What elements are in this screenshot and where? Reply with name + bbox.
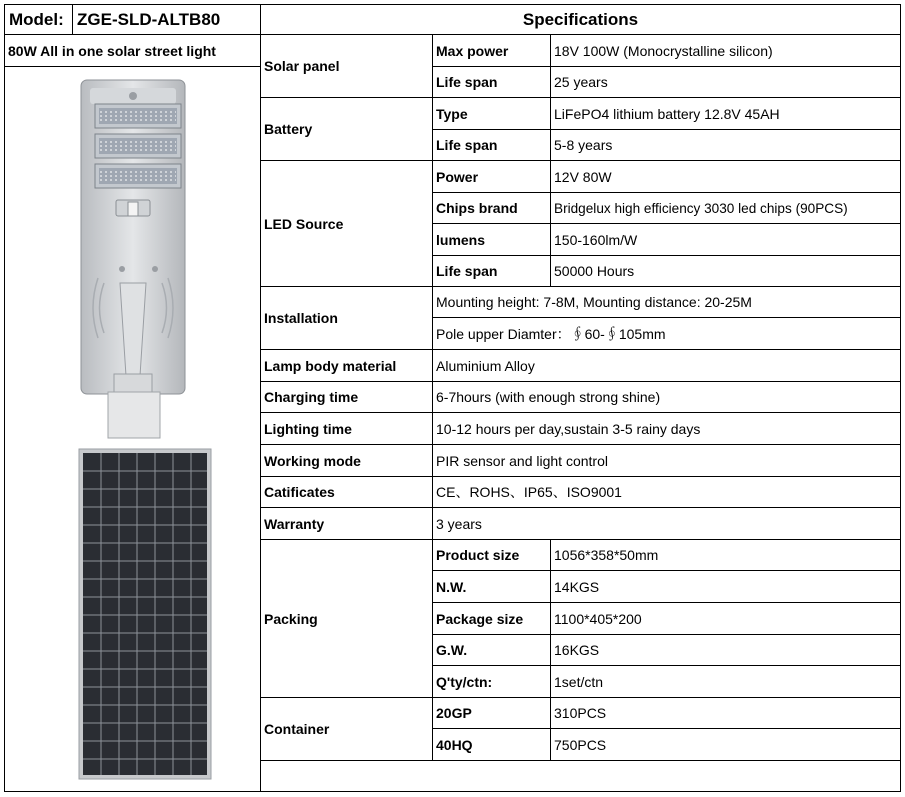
spec-key: Product size [436, 547, 520, 563]
spec-key: Max power [436, 42, 509, 59]
spec-key: Life span [436, 74, 498, 90]
spec-key: N.W. [436, 578, 467, 595]
packing-label: Packing [264, 610, 318, 627]
led-source-label: LED Source [264, 215, 344, 232]
spec-key: Package size [436, 610, 524, 627]
container-label: Container [264, 721, 330, 737]
model-value: ZGE-SLD-ALTB80 [77, 9, 221, 29]
spec-value: 25 years [554, 74, 608, 90]
spec-key: Life span [436, 263, 498, 279]
solar-panel-image [78, 448, 212, 780]
spec-value: 50000 Hours [554, 263, 635, 279]
charging-time-value: 6-7hours (with enough strong shine) [436, 389, 661, 405]
product-name: 80W All in one solar street light [8, 42, 216, 59]
spec-value: 12V 80W [554, 168, 612, 185]
lamp-body-material-label: Lamp body material [264, 357, 397, 374]
spec-key: G.W. [436, 642, 468, 658]
battery-label: Battery [264, 121, 313, 137]
catificates-label: Catificates [264, 484, 335, 500]
lamp-body-material-value: Aluminium Alloy [436, 357, 535, 374]
solar-panel-label: Solar panel [264, 58, 340, 74]
charging-time-label: Charging time [264, 389, 359, 405]
spec-key: Chips brand [436, 200, 518, 216]
warranty-value: 3 years [436, 515, 482, 532]
spec-key: 20GP [436, 705, 472, 721]
specifications-title: Specifications [522, 9, 639, 29]
street-light-lamp-image [78, 78, 188, 442]
lighting-time-label: Lighting time [264, 420, 352, 437]
spec-key: Type [436, 105, 468, 122]
working-mode-label: Working mode [264, 452, 361, 469]
spec-value: 16KGS [554, 642, 600, 658]
spec-key: Life span [436, 137, 498, 153]
spec-value: 1100*405*200 [554, 610, 642, 627]
working-mode-value: PIR sensor and light control [436, 452, 608, 469]
spec-value: 310PCS [554, 705, 607, 721]
spec-value: 5-8 years [554, 137, 613, 153]
model-label: Model: [9, 9, 64, 29]
warranty-label: Warranty [264, 515, 325, 532]
spec-value: 150-160lm/W [554, 231, 638, 248]
spec-key: Power [436, 168, 479, 185]
spec-value: 1set/ctn [554, 673, 604, 690]
spec-value: 1056*358*50mm [554, 547, 659, 563]
spec-key: Q'ty/ctn: [436, 673, 493, 690]
spec-value: 18V 100W (Monocrystalline silicon) [554, 42, 773, 59]
installation-height: Mounting height: 7-8M, Mounting distance: 20-25M [436, 294, 752, 310]
installation-pole-diameter: Pole upper Diamter：∮60-∮105mm [436, 325, 666, 342]
spec-key: lumens [436, 231, 486, 248]
spec-key: 40HQ [436, 736, 473, 753]
catificates-value: CE、ROHS、IP65、ISO9001 [436, 484, 622, 500]
spec-value: Bridgelux high efficiency 3030 led chips (90PCS) [554, 200, 848, 216]
installation-label: Installation [264, 310, 338, 326]
spec-value: 14KGS [554, 578, 600, 595]
spec-value: 750PCS [554, 736, 607, 753]
spec-value: LiFePO4 lithium battery 12.8V 45AH [554, 105, 780, 122]
lighting-time-value: 10-12 hours per day,sustain 3-5 rainy days [436, 420, 701, 437]
